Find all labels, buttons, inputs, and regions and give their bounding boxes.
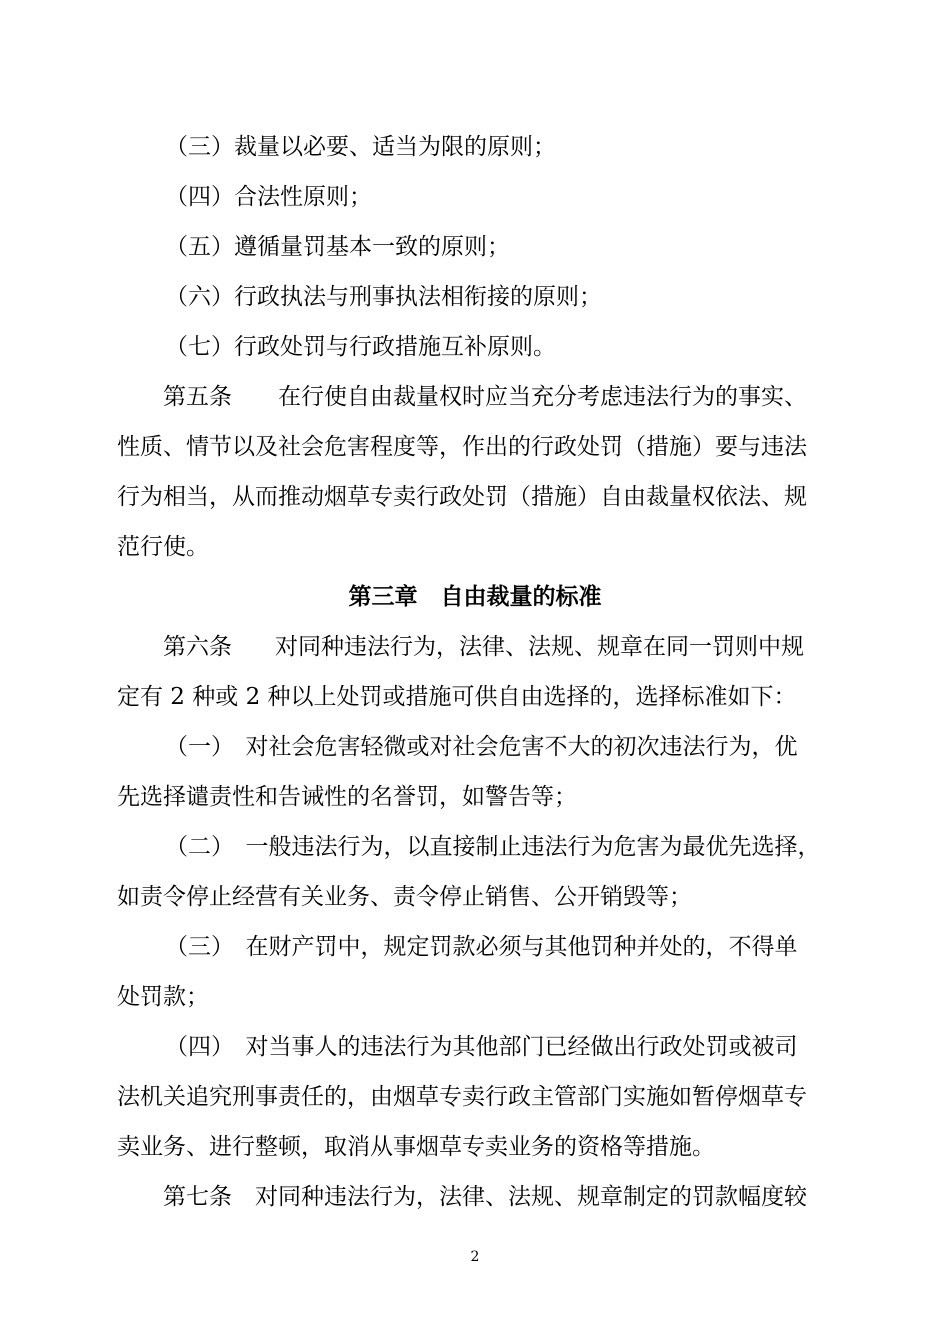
text-line: 如责令停止经营有关业务、责令停止销售、公开销毁等；	[117, 884, 692, 910]
article-6-label: 第六条	[163, 634, 232, 660]
chapter-heading: 第三章 自由裁量的标准	[348, 583, 602, 610]
text-line: （一） 对社会危害轻微或对社会危害不大的初次违法行为，优	[165, 734, 798, 760]
text-line: （四） 对当事人的违法行为其他部门已经做出行政处罚或被司	[165, 1034, 798, 1060]
text-line: （三） 在财产罚中，规定罚款必须与其他罚种并处的，不得单	[165, 934, 798, 960]
text-line: 定有 2 种或 2 种以上处罚或措施可供自由选择的，选择标准如下：	[117, 684, 797, 710]
text-line: 处罚款；	[117, 984, 209, 1010]
text-line: （五）遵循量罚基本一致的原则；	[165, 234, 510, 260]
article-6-line: 对同种违法行为，法律、法规、规章在同一罚则中规	[275, 634, 804, 660]
article-7-line: 第七条 对同种违法行为，法律、法规、规章制定的罚款幅度较	[163, 1184, 807, 1210]
text-line: （七）行政处罚与行政措施互补原则。	[165, 334, 556, 360]
text-line: （三）裁量以必要、适当为限的原则；	[165, 134, 556, 160]
text-line: 性质、情节以及社会危害程度等，作出的行政处罚（措施）要与违法	[117, 434, 807, 460]
text-line: 先选择谴责性和告诫性的名誉罚，如警告等；	[117, 784, 577, 810]
text-line: 法机关追究刑事责任的，由烟草专卖行政主管部门实施如暂停烟草专	[117, 1084, 807, 1110]
text-line: （六）行政执法与刑事执法相衔接的原则；	[165, 284, 602, 310]
text-line: 范行使。	[117, 534, 209, 560]
text-line: 卖业务、进行整顿，取消从事烟草专卖业务的资格等措施。	[117, 1134, 715, 1160]
page-number: 2	[470, 1249, 480, 1265]
article-5-line: 第五条 在行使自由裁量权时应当充分考虑违法行为的事实、	[163, 384, 807, 410]
text-line: （四）合法性原则；	[165, 184, 372, 210]
text-line: 行为相当，从而推动烟草专卖行政处罚（措施）自由裁量权依法、规	[117, 484, 807, 510]
text-line: （二） 一般违法行为，以直接制止违法行为危害为最优先选择，	[165, 834, 821, 860]
